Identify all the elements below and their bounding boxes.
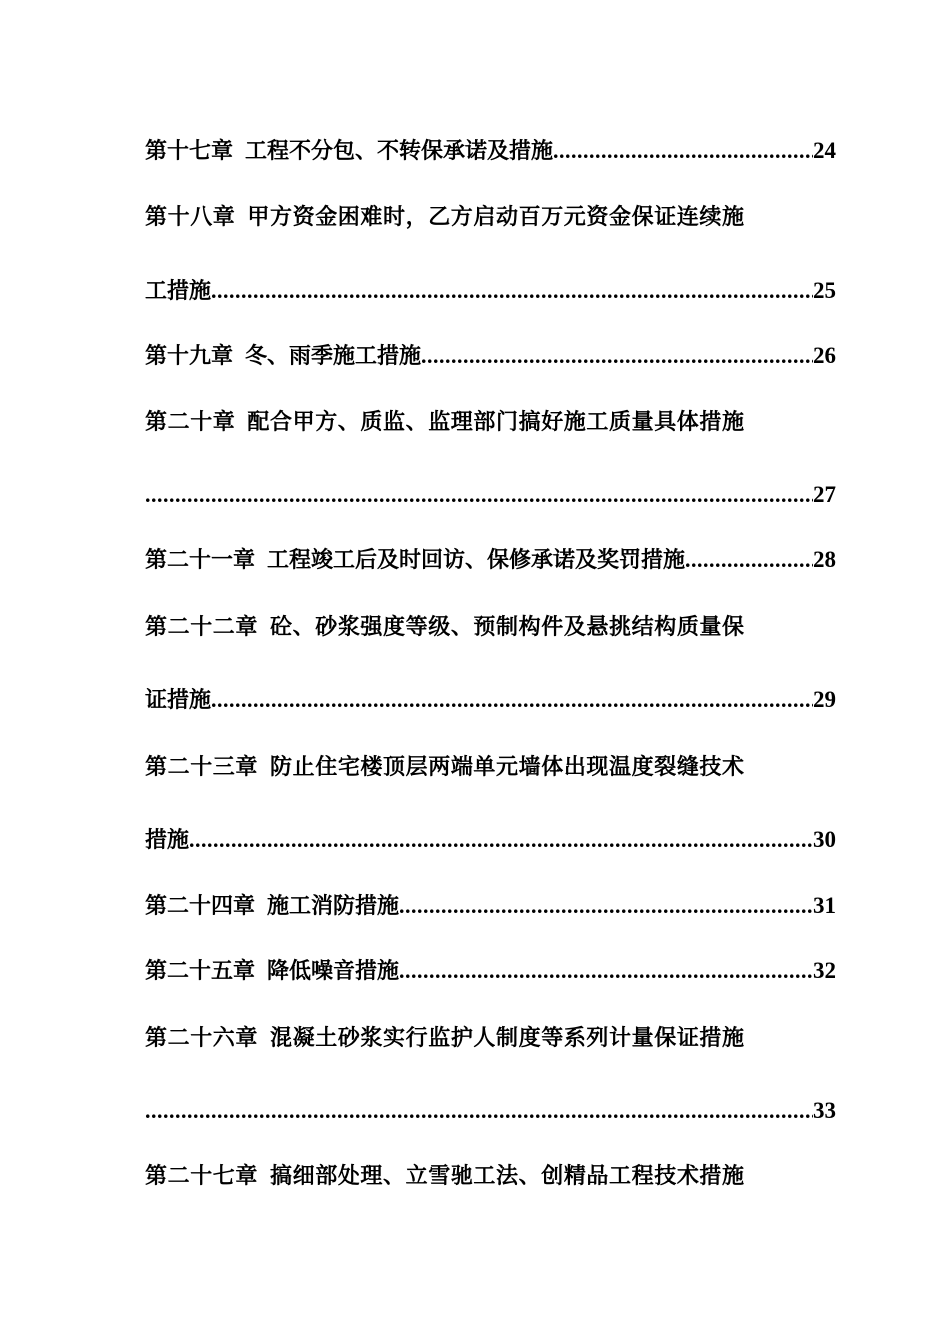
chapter-number: 第十九章 [145,343,234,369]
toc-entry-23-line1[interactable] [145,750,836,784]
chapter-number: 第十七章 [145,138,234,164]
chapter-title: 工程竣工后及时回访、保修承诺及奖罚措施 [267,547,686,573]
dot-leader [189,823,813,857]
page-number: 29 [813,687,836,712]
dot-leader [553,134,813,168]
page-number: 28 [813,547,836,572]
page-number: 31 [813,893,836,918]
page-number: 24 [813,138,836,163]
dot-leader [421,339,813,373]
dot-leader [211,274,813,308]
page-number: 26 [813,343,836,368]
chapter-title: 混凝土砂浆实行监护人制度等系列计量保证措施 [270,1025,745,1051]
chapter-number: 第二十章 [145,409,236,435]
chapter-number: 第二十二章 [145,614,259,640]
toc-entry-18-line2[interactable] [145,274,836,308]
toc-entry-21[interactable] [145,543,836,577]
chapter-title: 施工消防措施 [267,893,400,919]
page-number: 30 [813,827,836,852]
toc-entry-26-line1[interactable] [145,1021,836,1055]
toc-entry-19[interactable] [145,339,836,373]
chapter-number: 第二十五章 [145,958,256,984]
chapter-title: 砼、砂浆强度等级、预制构件及悬挑结构质量保 [270,614,745,640]
chapter-title: 降低噪音措施 [267,958,400,984]
toc-entry-27-line1[interactable] [145,1159,836,1193]
toc-entry-18-line1[interactable] [145,200,836,234]
chapter-title: 搞细部处理、立雪驰工法、创精品工程技术措施 [270,1163,745,1189]
chapter-number: 第二十一章 [145,547,256,573]
chapter-title: 冬、雨季施工措施 [245,343,422,369]
chapter-title: 甲方资金困难时，乙方启动百万元资金保证连续施 [247,204,745,230]
page-number: 27 [813,482,836,507]
chapter-number: 第二十三章 [145,754,259,780]
chapter-number: 第十八章 [145,204,236,230]
dot-leader [399,889,813,923]
toc-entry-22-line1[interactable] [145,610,836,644]
chapter-number: 第二十七章 [145,1163,259,1189]
dot-leader [685,543,813,577]
toc-entry-25[interactable] [145,954,836,988]
toc-entry-24[interactable] [145,889,836,923]
dot-leader [145,478,813,512]
page-number: 32 [813,958,836,983]
dot-leader [399,954,813,988]
dot-leader [211,683,813,717]
toc-entry-20-line1[interactable] [145,405,836,439]
toc-entry-23-line2[interactable] [145,823,836,857]
toc-entry-20-line2[interactable] [145,478,836,512]
chapter-title-continued: 工措施 [145,278,212,304]
chapter-title: 防止住宅楼顶层两端单元墙体出现温度裂缝技术 [270,754,745,780]
toc-entry-22-line2[interactable] [145,683,836,717]
chapter-title: 配合甲方、质监、监理部门搞好施工质量具体措施 [247,409,745,435]
toc-entry-26-line2[interactable] [145,1094,836,1128]
toc-entry-17[interactable] [145,134,836,168]
chapter-number: 第二十六章 [145,1025,259,1051]
chapter-title-continued: 措施 [145,827,190,853]
chapter-title-continued: 证措施 [145,687,212,713]
chapter-number: 第二十四章 [145,893,256,919]
dot-leader [145,1094,813,1128]
chapter-title: 工程不分包、不转保承诺及措施 [245,138,554,164]
page-number: 33 [813,1098,836,1123]
page-number: 25 [813,278,836,303]
